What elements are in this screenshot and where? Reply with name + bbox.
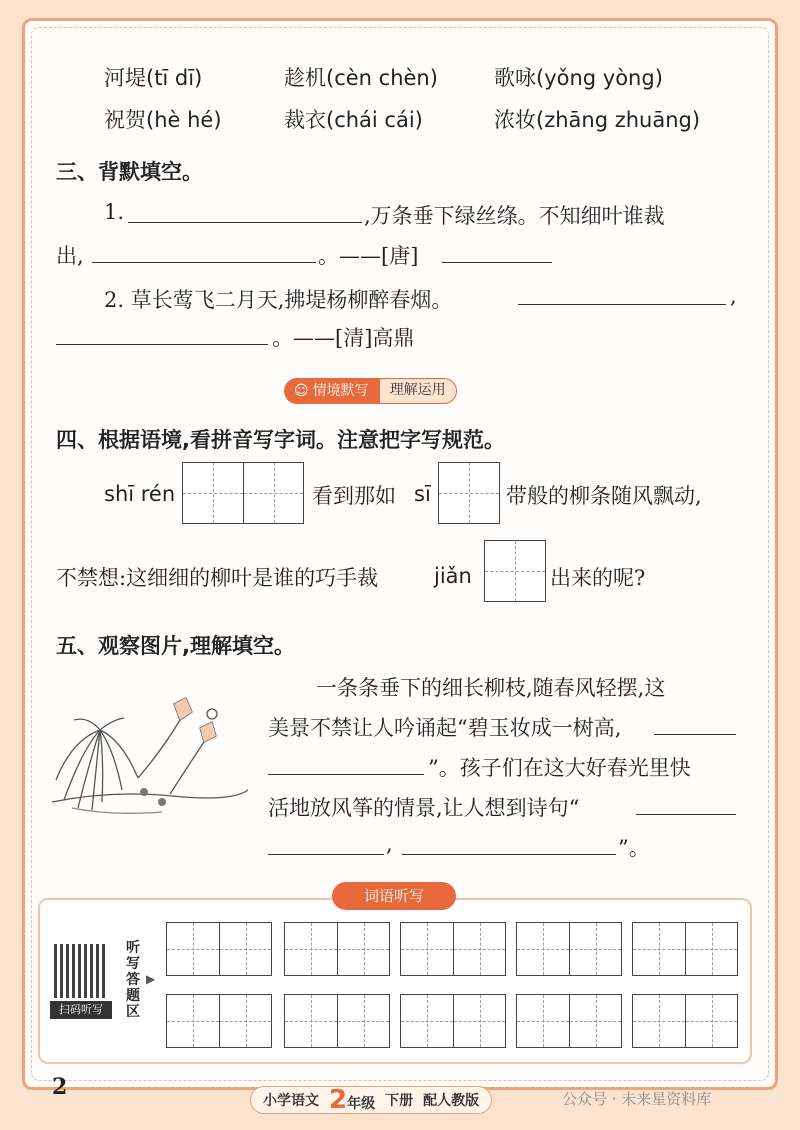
- footer-edition: 配人教版: [423, 1093, 480, 1109]
- s5-line-1: 一条条垂下的细长柳枝,随春风轻摆,这: [316, 676, 666, 700]
- badge-left: [284, 378, 379, 404]
- writing-cell[interactable]: [485, 541, 545, 601]
- writing-cell[interactable]: [685, 995, 737, 1047]
- answer-line-s5-e[interactable]: [402, 854, 616, 855]
- q2-text-b: ,: [730, 284, 737, 308]
- writing-cell[interactable]: [183, 463, 243, 523]
- writing-cell[interactable]: [517, 995, 569, 1047]
- dictation-grid-r1-3[interactable]: [400, 922, 506, 976]
- writing-cell[interactable]: [633, 923, 685, 975]
- pinyin-choice-1: [104, 62, 202, 92]
- answer-line-s5-a[interactable]: [654, 734, 736, 735]
- triangle-arrow-icon: ▶: [146, 972, 156, 986]
- writing-cell[interactable]: [569, 995, 621, 1047]
- badge-left-label: 情境默写: [312, 383, 369, 399]
- pinyin-options: (zhāng zhuāng): [536, 108, 701, 132]
- footer-volume: 下册: [385, 1093, 414, 1109]
- s5-line-2: 美景不禁让人吟诵起“碧玉妆成一树高,: [268, 716, 622, 740]
- q2-text-c: 。——[清]高鼎: [272, 326, 415, 350]
- footer-grade-number: 2: [329, 1085, 348, 1115]
- answer-line-s5-b[interactable]: [268, 774, 424, 775]
- footer-grade: 年级: [347, 1096, 376, 1112]
- writing-cell[interactable]: [453, 923, 505, 975]
- writing-cell[interactable]: [219, 923, 271, 975]
- dictation-grid-r1-4[interactable]: [516, 922, 622, 976]
- answer-line-q1-author[interactable]: [442, 262, 552, 263]
- q1-text-a: ,万条垂下绿丝绦。不知细叶谁裁: [364, 204, 665, 228]
- writing-cell[interactable]: [439, 463, 499, 523]
- watermark: 公众号 · 未来星资料库: [562, 1090, 712, 1108]
- q1-number: 1.: [104, 200, 125, 224]
- pinyin-choice-4: [104, 104, 222, 134]
- writing-cell[interactable]: [243, 463, 303, 523]
- answer-line-q2b[interactable]: [56, 344, 268, 345]
- section-badge: [284, 378, 457, 404]
- answer-line-q1a[interactable]: [128, 222, 362, 223]
- s5-line-5b: ”。: [618, 836, 650, 860]
- answer-line-q1b[interactable]: [92, 262, 316, 263]
- s4-text-2: 带般的柳条随风飘动,: [506, 484, 702, 508]
- dictation-side-label: 听写答题区: [126, 940, 140, 1020]
- pinyin-options: (cèn chèn): [326, 66, 438, 90]
- dictation-grid-r2-4[interactable]: [516, 994, 622, 1048]
- s4-text-3: 不禁想:这细细的柳叶是谁的巧手裁: [56, 566, 379, 590]
- writing-cell[interactable]: [569, 923, 621, 975]
- writing-grid-2[interactable]: [438, 462, 500, 524]
- writing-cell[interactable]: [453, 995, 505, 1047]
- writing-cell[interactable]: [167, 995, 219, 1047]
- dictation-grid-r1-2[interactable]: [284, 922, 390, 976]
- word: 歌咏: [494, 66, 536, 90]
- writing-grid-3[interactable]: [484, 540, 546, 602]
- dictation-grid-r2-2[interactable]: [284, 994, 390, 1048]
- writing-cell[interactable]: [517, 923, 569, 975]
- pinyin-choice-6: [494, 104, 700, 134]
- pinyin-choice-3: [494, 62, 663, 92]
- q1-text-c: 。——[唐]: [318, 244, 419, 268]
- pinyin-prompt-3: jiǎn: [434, 564, 472, 588]
- willow-kite-illustration: [52, 690, 248, 820]
- s4-text-4: 出来的呢?: [550, 566, 646, 590]
- dictation-grid-r1-5[interactable]: [632, 922, 738, 976]
- writing-cell[interactable]: [401, 923, 453, 975]
- writing-cell[interactable]: [337, 923, 389, 975]
- word: 浓妆: [494, 108, 536, 132]
- qr-label: 扫码听写: [50, 1001, 112, 1019]
- dictation-grid-r2-5[interactable]: [632, 994, 738, 1048]
- section-4-heading: 四、根据语境,看拼音写字词。注意把字写规范。: [56, 428, 505, 452]
- writing-cell[interactable]: [167, 923, 219, 975]
- pinyin-prompt-1: shī rén: [104, 482, 176, 506]
- word: 趁机: [284, 66, 326, 90]
- dictation-grid-r1-1[interactable]: [166, 922, 272, 976]
- word: 祝贺: [104, 108, 146, 132]
- writing-cell[interactable]: [401, 995, 453, 1047]
- smile-icon: ☺: [294, 383, 309, 399]
- dictation-grid-r2-1[interactable]: [166, 994, 272, 1048]
- word: 河堤: [104, 66, 146, 90]
- page-number: 2: [52, 1074, 68, 1100]
- s5-line-4: 活地放风筝的情景,让人想到诗句“: [268, 796, 580, 820]
- pinyin-options: (chái cái): [326, 108, 423, 132]
- s5-line-5a: ,: [386, 832, 393, 856]
- footer-subject: 小学语文: [263, 1093, 319, 1109]
- badge-right: 理解运用: [379, 378, 457, 404]
- pinyin-options: (hè hé): [146, 108, 222, 132]
- qr-code-icon[interactable]: [54, 944, 108, 998]
- section-3-heading: 三、背默填空。: [56, 160, 203, 184]
- answer-line-q2a[interactable]: [518, 304, 726, 305]
- writing-cell[interactable]: [219, 995, 271, 1047]
- writing-grid-1[interactable]: [182, 462, 304, 524]
- q1-text-b: 出,: [56, 244, 84, 268]
- pinyin-prompt-2: sī: [414, 482, 431, 506]
- writing-cell[interactable]: [285, 995, 337, 1047]
- q2-text-a: 2. 草长莺飞二月天,拂堤杨柳醉春烟。: [104, 288, 453, 312]
- section-5-heading: 五、观察图片,理解填空。: [56, 634, 295, 658]
- dictation-title: 词语听写: [332, 882, 456, 910]
- writing-cell[interactable]: [633, 995, 685, 1047]
- writing-cell[interactable]: [285, 923, 337, 975]
- word: 裁衣: [284, 108, 326, 132]
- writing-cell[interactable]: [337, 995, 389, 1047]
- pinyin-options: (yǒng yòng): [536, 66, 663, 90]
- writing-cell[interactable]: [685, 923, 737, 975]
- footer-bar: [250, 1086, 492, 1114]
- pinyin-options: (tī dī): [146, 66, 203, 90]
- pinyin-choice-2: [284, 62, 438, 92]
- s5-line-3: ”。孩子们在这大好春光里快: [428, 756, 691, 780]
- answer-line-s5-d[interactable]: [268, 854, 384, 855]
- dictation-grid-r2-3[interactable]: [400, 994, 506, 1048]
- answer-line-s5-c[interactable]: [636, 814, 736, 815]
- s4-text-1: 看到那如: [312, 484, 396, 508]
- pinyin-choice-5: [284, 104, 423, 134]
